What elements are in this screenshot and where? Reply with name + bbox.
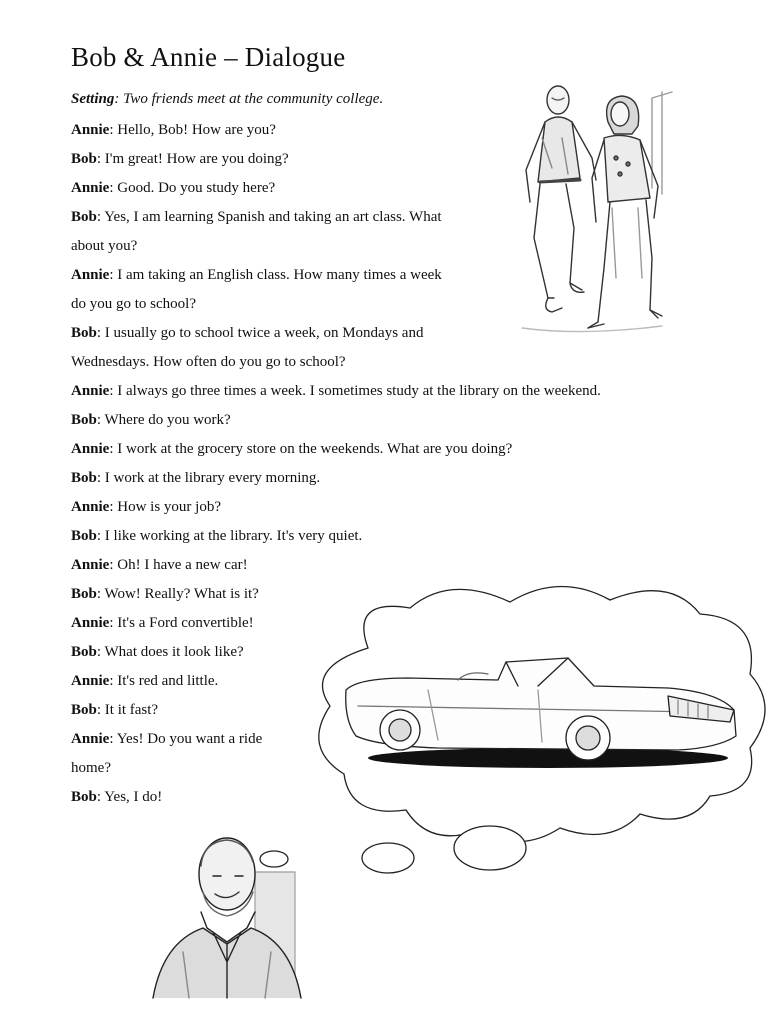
dialogue-line (71, 207, 442, 227)
setting-line (71, 91, 383, 108)
dialogue-line (71, 555, 248, 575)
speaker-name: Bob (71, 789, 97, 805)
dialogue-text: : It's a Ford convertible! (109, 615, 254, 631)
bob-portrait-illustration (143, 832, 311, 1000)
dialogue-line (71, 613, 254, 633)
dialogue-text: : I work at the grocery store on the weekends. What are you doing? (109, 441, 513, 457)
speaker-name: Annie (71, 383, 110, 399)
dialogue-text: about you? (71, 238, 138, 254)
speaker-name: Bob (71, 470, 97, 486)
dialogue-line (71, 526, 362, 546)
page-title: Bob & Annie – Dialogue (71, 42, 346, 72)
dialogue-line (71, 265, 442, 285)
speaker-name: Bob (71, 702, 97, 718)
dialogue-text: do you go to school? (71, 296, 196, 312)
speaker-name: Annie (71, 673, 110, 689)
speaker-name: Annie (71, 615, 110, 631)
setting-label: Setting (71, 91, 115, 107)
speaker-name: Annie (71, 441, 110, 457)
dialogue-text: : It's red and little. (109, 673, 219, 689)
dialogue-text: : Yes, I do! (96, 789, 163, 805)
dialogue-line (71, 700, 158, 720)
convertible-car-illustration (338, 650, 744, 775)
dialogue-text: : Hello, Bob! How are you? (109, 122, 276, 138)
dialogue-line (71, 178, 275, 198)
dialogue-line (71, 787, 162, 807)
speaker-name: Bob (71, 586, 97, 602)
dialogue-line (71, 671, 218, 691)
speaker-name: Bob (71, 151, 97, 167)
dialogue-line (71, 584, 259, 604)
dialogue-line (71, 642, 244, 662)
dialogue-text: : Wow! Really? What is it? (96, 586, 259, 602)
dialogue-line (71, 410, 231, 430)
dialogue-line (71, 497, 221, 517)
dialogue-text: : Oh! I have a new car! (109, 557, 248, 573)
dialogue-text: : I am taking an English class. How many times a week (109, 267, 442, 283)
dialogue-line (71, 120, 276, 140)
dialogue-line (71, 236, 137, 256)
speaker-name: Annie (71, 180, 110, 196)
dialogue-text: : Good. Do you study here? (109, 180, 276, 196)
dialogue-text: : I'm great! How are you doing? (96, 151, 289, 167)
dialogue-line (71, 468, 320, 488)
dialogue-text: : Yes, I am learning Spanish and taking an art class. What (96, 209, 442, 225)
dialogue-text: : I always go three times a week. I sometimes study at the library on the weekend. (109, 383, 601, 399)
dialogue-line (71, 381, 601, 401)
speaker-name: Annie (71, 557, 110, 573)
setting-text: : Two friends meet at the community college. (114, 91, 384, 107)
speaker-name: Annie (71, 731, 110, 747)
dialogue-text: : What does it look like? (96, 644, 244, 660)
dialogue-line (71, 758, 111, 778)
dialogue-text: home? (71, 760, 111, 776)
dialogue-line (71, 149, 289, 169)
dialogue-text: Wednesdays. How often do you go to school? (71, 354, 346, 370)
speaker-name: Annie (71, 267, 110, 283)
dialogue-text: : I usually go to school twice a week, on Mondays and (96, 325, 424, 341)
dialogue-line (71, 294, 196, 314)
dialogue-text: : Where do you work? (96, 412, 231, 428)
two-friends-walking-illustration (512, 78, 677, 340)
speaker-name: Annie (71, 122, 110, 138)
speaker-name: Bob (71, 209, 97, 225)
dialogue-text: : I work at the library every morning. (96, 470, 321, 486)
dialogue-line (71, 729, 262, 749)
dialogue-line (71, 352, 346, 372)
dialogue-text: : How is your job? (109, 499, 222, 515)
dialogue-text: : Yes! Do you want a ride (109, 731, 263, 747)
dialogue-line (71, 439, 512, 459)
speaker-name: Bob (71, 528, 97, 544)
dialogue-text: : It it fast? (96, 702, 159, 718)
speaker-name: Annie (71, 499, 110, 515)
dialogue-line (71, 323, 423, 343)
speaker-name: Bob (71, 412, 97, 428)
dialogue-text: : I like working at the library. It's very quiet. (96, 528, 363, 544)
speaker-name: Bob (71, 644, 97, 660)
speaker-name: Bob (71, 325, 97, 341)
